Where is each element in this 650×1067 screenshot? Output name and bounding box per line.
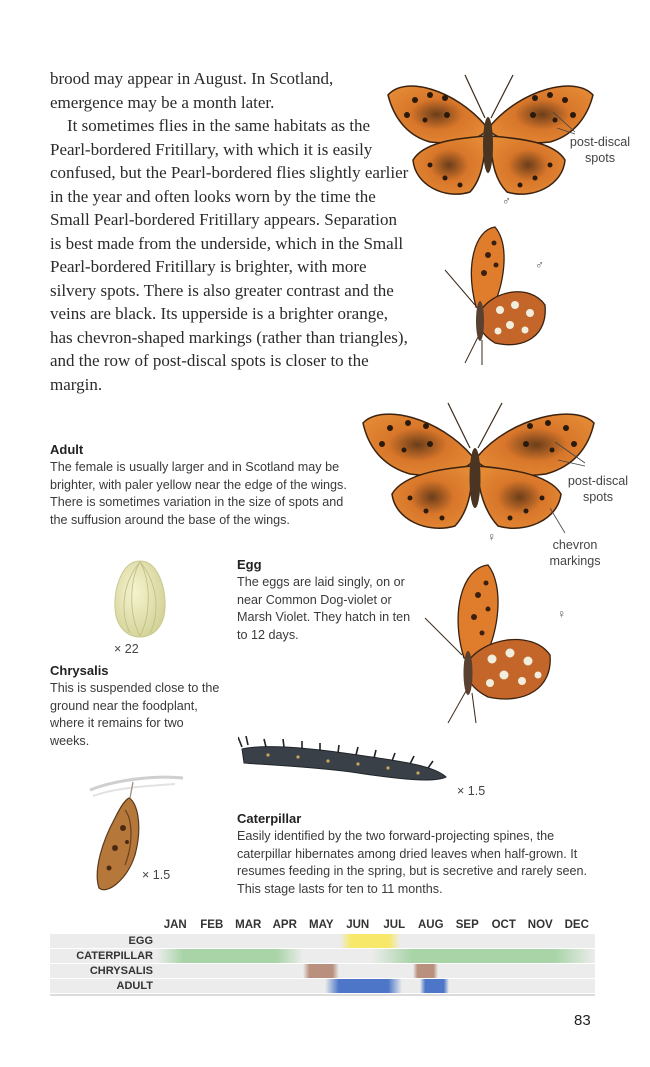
post-discal-spots-label: post-discal spots [569,135,631,165]
calendar-month-jun: JUN [346,919,370,931]
adult-section [50,441,350,529]
calendar-month-mar: MAR [235,919,262,931]
calendar-row-label: CATERPILLAR [50,949,157,963]
calendar-track [157,964,595,978]
female-upperside-butterfly-illustration [360,398,598,540]
chrysalis-text: This is suspended close to the ground near the foodplant, where it remains for two weeks. [50,681,220,748]
calendar-month-header [50,917,595,933]
calendar-track [157,934,595,948]
calendar-month-nov: NOV [527,919,553,931]
calendar-period-bar [303,964,339,978]
post-discal-spots-label-2: post-discal spots [567,474,629,504]
caterpillar-scale: × 1.5 [457,784,486,798]
male-underside-butterfly-illustration [440,225,550,370]
calendar-month-may: MAY [309,919,334,931]
main-paragraph-1: brood may appear in August. In Scotland, emergence may be a month later. [50,69,334,112]
calendar-month-feb: FEB [200,919,224,931]
egg-text: The eggs are laid singly, on or near Common Dog-violet or Marsh Violet. They hatch in ten to 12 days. [237,575,411,642]
calendar-period-bar [340,934,400,948]
calendar-month-dec: DEC [564,919,589,931]
egg-illustration [110,558,170,640]
calendar-month-aug: AUG [417,919,444,931]
adult-text: The female is usually larger and in Scotland may be brighter, with paler yellow near the edge of the wings. There is sometimes variation in the size of spots and the suffusion around the base of the wings. [50,460,347,527]
calendar-track [157,949,595,963]
calendar-month-jan: JAN [163,919,187,931]
caterpillar-section [237,810,602,898]
calendar-period-bar [413,964,439,978]
female-symbol: ♀ [487,530,496,544]
chevron-markings-label: chevron markings [549,538,601,568]
egg-heading: Egg [237,557,262,572]
calendar-row-caterpillar [50,948,595,963]
calendar-row-label: ADULT [50,979,157,993]
chrysalis-section [50,662,225,750]
egg-scale: × 22 [114,642,139,656]
calendar-row-chrysalis [50,963,595,978]
caterpillar-heading: Caterpillar [237,811,302,826]
chrysalis-heading: Chrysalis [50,663,109,678]
male-symbol: ♂ [502,194,511,208]
calendar-period-bar [325,979,402,993]
main-text [50,67,410,396]
calendar-period-bar [157,949,303,963]
calendar-month-jul: JUL [383,919,406,931]
calendar-row-egg [50,933,595,948]
chrysalis-scale: × 1.5 [142,868,171,882]
calendar-month-apr: APR [272,919,297,931]
adult-heading: Adult [50,442,84,457]
calendar-row-label: EGG [50,934,157,948]
calendar-month-sep: SEP [455,919,479,931]
female-symbol-2: ♀ [557,607,566,621]
calendar-row-adult [50,978,595,993]
calendar-period-bar [372,949,595,963]
egg-section [237,556,417,644]
calendar-period-bar [420,979,449,993]
calendar-month-oct: OCT [491,919,516,931]
male-symbol-2: ♂ [535,258,544,272]
main-paragraph-2: It sometimes flies in the same habitats as the Pearl-bordered Fritillary, with which it is easily confused, but the Pearl-bordered flies slightly earlier in the year and often looks worn by the time the Small Pearl-bordered Fritillary appears. Separation is best made from the underside, which in the Small Pearl-bordered Fritillary is brighter, with more silvery spots. There is also greater contrast and the veins are black. Its upperside is a brighter orange, has chevron-shaped markings (rather than triangles), and the row of post-discal spots is closer to the margin. [50,116,409,394]
life-cycle-calendar [50,917,595,996]
caterpillar-text: Easily identified by the two forward-projecting spines, the caterpillar hibernates among dried leaves when half-grown. It resumes feeding in the spring, but is secretive and rarely seen. This stage lasts for ten to 11 months. [237,829,588,896]
calendar-row-label: CHRYSALIS [50,964,157,978]
female-underside-butterfly-illustration [420,563,555,728]
page-number: 83 [574,1012,591,1029]
caterpillar-illustration [238,735,450,787]
calendar-track [157,979,595,993]
